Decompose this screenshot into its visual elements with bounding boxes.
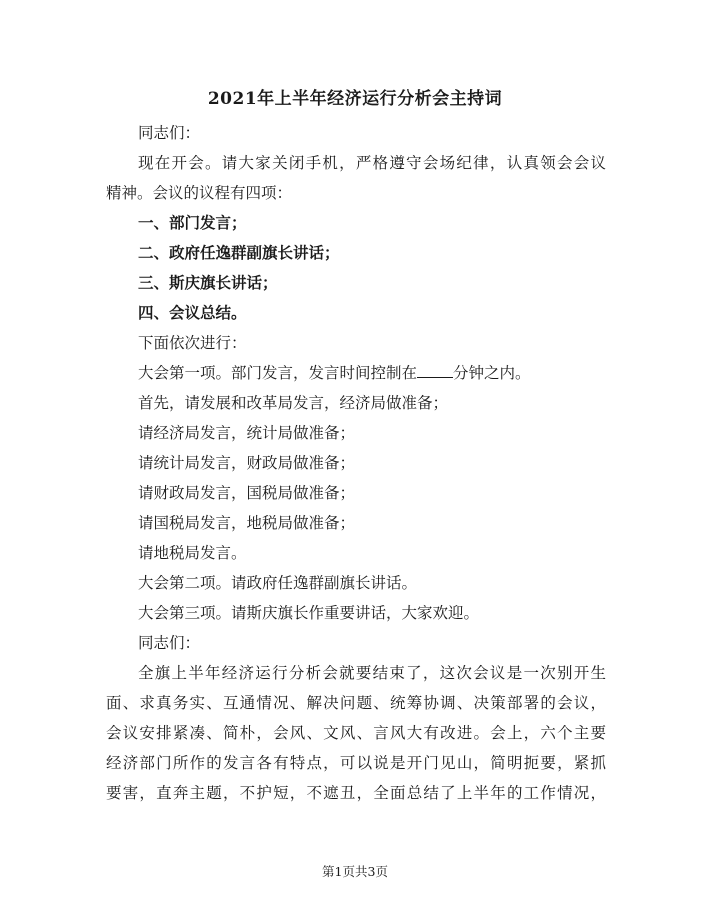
line-text-after: 分钟之内。 xyxy=(453,364,531,382)
fill-in-blank xyxy=(417,360,453,378)
paragraph-line: 大会第二项。请政府任逸群副旗长讲话。 xyxy=(138,574,418,592)
paragraph-line: 二、政府任逸群副旗长讲话； xyxy=(138,243,340,262)
paragraph-line: 请统计局发言，财政局做准备； xyxy=(138,454,356,472)
paragraph-line: 面、求真务实、互通情况、解决问题、统筹协调、决策部署的会议， xyxy=(106,694,606,712)
paragraph-line: 下面依次进行： xyxy=(138,334,247,352)
paragraph-line: 请地税局发言。 xyxy=(138,544,247,562)
page-footer: 第1页共3页 xyxy=(322,864,388,879)
paragraph-line: 请财政局发言，国税局做准备； xyxy=(138,484,356,502)
paragraph-line: 请国税局发言，地税局做准备； xyxy=(138,514,356,532)
line-text-before: 大会第一项。部门发言，发言时间控制在 xyxy=(138,364,418,382)
paragraph-line: 全旗上半年经济运行分析会就要结束了，这次会议是一次别开生 xyxy=(138,664,606,682)
document-title: 2021年上半年经济运行分析会主持词 xyxy=(207,89,503,109)
paragraph-line: 会议安排紧凑、简朴，会风、文风、言风大有改进。会上，六个主要 xyxy=(106,724,606,742)
paragraph-line: 同志们： xyxy=(138,634,201,652)
paragraph-line: 请经济局发言，统计局做准备； xyxy=(138,424,356,442)
paragraph-line: 精神。会议的议程有四项： xyxy=(106,184,293,202)
paragraph-line: 现在开会。请大家关闭手机，严格遵守会场纪律，认真领会会议 xyxy=(138,154,606,172)
paragraph-line: 四、会议总结。 xyxy=(138,303,247,322)
paragraph-line: 经济部门所作的发言各有特点，可以说是开门见山，简明扼要，紧抓 xyxy=(106,754,606,772)
paragraph-line xyxy=(106,358,606,388)
paragraph-line: 要害，直奔主题，不护短，不遮丑，全面总结了上半年的工作情况， xyxy=(106,784,606,802)
paragraph-line: 大会第三项。请斯庆旗长作重要讲话，大家欢迎。 xyxy=(138,604,480,622)
paragraph-line: 一、部门发言； xyxy=(138,213,247,232)
document-body xyxy=(106,118,606,808)
paragraph-line: 三、斯庆旗长讲话； xyxy=(138,273,278,292)
paragraph-line: 首先，请发展和改革局发言，经济局做准备； xyxy=(138,394,449,412)
paragraph-line: 同志们： xyxy=(138,124,201,142)
